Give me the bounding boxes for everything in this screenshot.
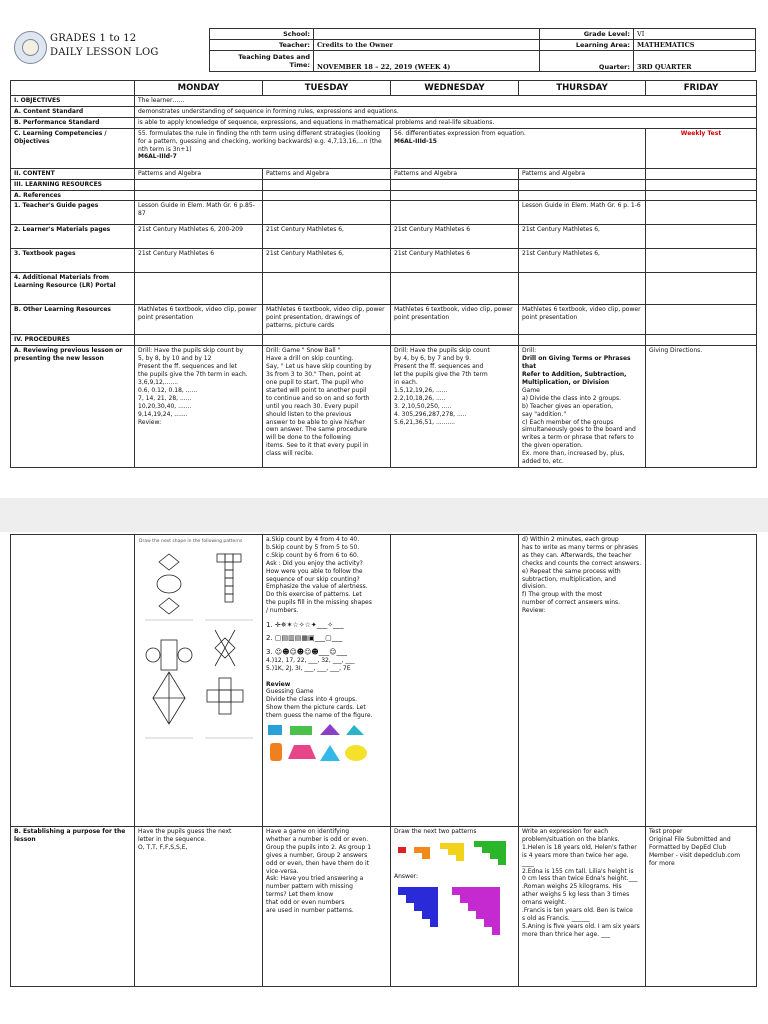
purpose-tue-line: number pattern with missing	[266, 883, 353, 891]
purpose-thu-line: ____	[522, 859, 534, 867]
continued-tue	[263, 535, 391, 827]
content-fri	[646, 168, 757, 179]
purpose-tue-line: Have a game on identifying	[266, 828, 350, 835]
quarter-label: Quarter:	[540, 51, 634, 72]
continued-thu-line: f) The group with the most	[522, 591, 603, 599]
other-resources-thu: Mathletes 6 textbook, video clip, power point presentation	[519, 305, 646, 335]
purpose-thu-line: Write an expression for each	[522, 828, 609, 835]
continued-tue-line: / numbers.	[266, 607, 299, 615]
purpose-tue-line: are used in number patterns.	[266, 907, 354, 915]
day-wednesday: WEDNESDAY	[391, 81, 519, 96]
reviewing-thu-line: Game	[522, 386, 540, 394]
reviewing-mon-line: 3,6,9,12,.......	[138, 378, 179, 386]
school-value	[314, 29, 540, 40]
teacher-label: Teacher:	[210, 40, 314, 51]
resources-label: III. LEARNING RESOURCES	[11, 179, 135, 190]
learners-materials-tue: 21st Century Mathletes 6,	[263, 225, 391, 249]
solid-figures-picture	[266, 723, 370, 765]
reviewing-thu-line: writes a term or phrase that refers to	[522, 434, 634, 442]
purpose-thu-line: 2.Edna is 155 cm tall. Lilia's height is	[522, 867, 634, 875]
empty-cell	[135, 335, 263, 346]
purpose-thu-line: 5.Aning is five years old. I am six years	[522, 922, 640, 930]
purpose-tue-line: vice-versa.	[266, 867, 299, 875]
reviewing-mon-line: Review:	[138, 418, 162, 426]
competencies-wed-text: 56. differentiates expression from equation.	[394, 129, 526, 137]
continued-thu-line: has to write as many terms or phrases	[522, 543, 638, 551]
content-mon: Patterns and Algebra	[135, 168, 263, 179]
continued-tue-line: c.Skip count by 6 from 6 to 60.	[266, 551, 359, 559]
continued-tue-line: a.Skip count by 4 from 4 to 40.	[266, 536, 360, 543]
purpose-thu-line: 0 cm less than twice Edna's height.___	[522, 875, 638, 883]
reviewing-tue-line: class will recite.	[266, 450, 314, 458]
reviewing-thu-line: say "addition."	[522, 410, 567, 418]
corner-cell	[11, 81, 135, 96]
empty-cell	[646, 225, 757, 249]
quarter-value: 3RD QUARTER	[634, 51, 756, 72]
textbook-mon: 21st Century Mathletes 6	[135, 249, 263, 273]
pattern-item-5: 5.)1K, 2J, 3I, ___, ___, ___, 7E	[266, 664, 351, 672]
reviewing-thu-line: c) Each member of the groups	[522, 418, 614, 426]
purpose-fri-line: Original File Submitted and	[649, 835, 731, 843]
textbook-tue: 21st Century Mathletes 6,	[263, 249, 391, 273]
empty-cell	[519, 190, 646, 201]
continued-mon	[135, 535, 263, 827]
purpose-fri-line: Member - visit depedclub.com	[649, 851, 741, 859]
competencies-mon-code: M6AL-IIId-7	[138, 153, 177, 161]
purpose-fri	[646, 827, 757, 987]
learners-materials-thu: 21st Century Mathletes 6,	[519, 225, 646, 249]
reviewing-mon-line: 0.6, 0.12, 0.18, ......	[138, 386, 198, 394]
continued-tue-line: sequence of our skip counting?	[266, 575, 360, 583]
shape-pattern-caption: Draw the next shape in the following patterns	[139, 539, 243, 544]
continued-thu	[519, 535, 646, 827]
other-resources-tue: Mathletes 6 textbook, video clip, power point presentation, drawings of patterns, picture cards	[263, 305, 391, 335]
continued-thu-line: subtraction, multiplication, and	[522, 575, 616, 583]
other-resources-mon: Mathletes 6 textbook, video clip, power point presentation	[135, 305, 263, 335]
empty-cell	[646, 273, 757, 305]
reviewing-tue-line: answer to be able to give his/her	[266, 418, 365, 426]
continued-thu-line: number of correct answers wins.	[522, 599, 621, 607]
lesson-table-page2	[10, 534, 757, 987]
reviewing-mon-line: 10,20,30,40, .......	[138, 402, 192, 410]
pattern-item-3: 3. ☺☻☺☻☺☻___☺___	[266, 647, 347, 656]
reviewing-thu-line: a) Divide the class into 2 groups.	[522, 394, 621, 402]
learners-materials-label: 2. Learner's Materials pages	[11, 225, 135, 249]
empty-cell	[519, 335, 646, 346]
teacher-value: Credits to the Owner	[314, 40, 540, 51]
reviewing-wed-line: 4. 305,296,287,278, .....	[394, 410, 467, 418]
reviewing-thu-line: Refer to Addition, Subtraction,	[522, 371, 627, 379]
continued-tue-line: Emphasize the value of alertness.	[266, 583, 368, 591]
reviewing-thu-line: simultaneously goes to the board and	[522, 426, 636, 434]
weekly-test: Weekly Test	[646, 128, 757, 168]
learner-text: The learner……	[135, 96, 757, 107]
reviewing-wed	[391, 346, 519, 468]
page-gap	[0, 498, 768, 532]
empty-cell	[263, 201, 391, 225]
day-monday: MONDAY	[135, 81, 263, 96]
textbook-label: 3. Textbook pages	[11, 249, 135, 273]
empty-cell	[519, 179, 646, 190]
continued-fri	[646, 535, 757, 827]
reviewing-label: A. Reviewing previous lesson or presenting the new lesson	[11, 346, 135, 468]
purpose-thu-line: .Roman weighs 25 kilograms. His	[522, 883, 622, 891]
reviewing-tue	[263, 346, 391, 468]
additional-materials-label: 4. Additional Materials from Learning Resource (LR) Portal	[11, 273, 135, 305]
continued-label-cell	[11, 535, 135, 827]
reviewing-wed-line: Drill: Have the pupils skip count	[394, 347, 490, 355]
continued-thu-line: checks and counts the correct answers.	[522, 559, 642, 567]
purpose-mon-line: letter in the sequence.	[138, 835, 207, 843]
teachers-guide-mon: Lesson Guide in Elem. Math Gr. 6 p.85-87	[135, 201, 263, 225]
page-2	[0, 532, 768, 1024]
purpose-tue-line: terms? Let them know	[266, 891, 334, 899]
title-dll: DAILY LESSON LOG	[50, 47, 159, 58]
deped-seal-icon	[14, 31, 47, 64]
reviewing-mon-line: 9,14,19,24, .......	[138, 410, 188, 418]
purpose-thu-line: omans weight.	[522, 899, 567, 907]
purpose-label: B. Establishing a purpose for the lesson	[11, 827, 135, 987]
reviewing-mon-line: Present the ff. sequences and let	[138, 363, 237, 371]
empty-cell	[646, 249, 757, 273]
competencies-wed	[391, 128, 646, 168]
reviewing-thu-line: Drill:	[522, 347, 537, 355]
purpose-wed-line-2: Answer:	[394, 872, 419, 880]
grade-value: VI	[634, 29, 756, 40]
reviewing-tue-line: until you reach 30. Every pupil	[266, 402, 359, 410]
purpose-thu	[519, 827, 646, 987]
purpose-thu-line: .Francis is ten years old. Ben is twice	[522, 907, 633, 915]
performance-standard-text: is able to apply knowledge of sequence, expressions, and equations in mathematical problems and real-life situations.	[135, 117, 757, 128]
reviewing-tue-line: one pupil to start. The pupil who	[266, 378, 364, 386]
empty-cell	[646, 305, 757, 335]
purpose-wed-line-1: Draw the next two patterns	[394, 828, 477, 835]
empty-cell	[646, 335, 757, 346]
reviewing-thu	[519, 346, 646, 468]
purpose-tue-line: Ask: Have you tried answering a	[266, 875, 364, 883]
continued-thu-line: Review:	[522, 607, 546, 615]
reviewing-wed-line: by 4, by 6, by 7 and by 9.	[394, 355, 471, 363]
continued-tue-review-line: Show them the picture cards. Let	[266, 704, 366, 712]
learners-materials-mon: 21st Century Mathletes 6, 200-209	[135, 225, 263, 249]
title-grades: GRADES 1 to 12	[50, 33, 137, 44]
reviewing-wed-line: 1.5,12,19,26, ......	[394, 386, 448, 394]
review-heading: Review	[266, 680, 291, 688]
empty-cell	[263, 190, 391, 201]
reviewing-tue-line: items. See to it that every pupil in	[266, 442, 369, 450]
content-standard-text: demonstrates understanding of sequence in forming rules, expressions and equations.	[135, 106, 757, 117]
reviewing-tue-line: Say, " Let us have skip counting by	[266, 363, 372, 371]
reviewing-tue-line: Have a drill on skip counting.	[266, 355, 354, 363]
continued-tue-line: the pupils fill in the missing shapes	[266, 599, 372, 607]
purpose-mon-line: O, T,T, F,F,S,S,E,	[138, 843, 188, 851]
purpose-wed	[391, 827, 519, 987]
content-standard-label: A. Content Standard	[11, 106, 135, 117]
empty-cell	[646, 179, 757, 190]
empty-cell	[135, 190, 263, 201]
continued-tue-review-line: Divide the class into 4 groups.	[266, 696, 358, 704]
pattern-item-2: 2. ▢▤▥▤▦▣___▢___	[266, 634, 343, 643]
competencies-mon	[135, 128, 391, 168]
reviewing-mon-line: the pupils give the 7th term in each.	[138, 371, 248, 379]
reviewing-wed-line: 3. 2,10,50,250, .....	[394, 402, 452, 410]
area-value: MATHEMATICS	[634, 40, 756, 51]
content-label: II. CONTENT	[11, 168, 135, 179]
reviewing-thu-line: Drill on Giving Terms or Phrases that	[522, 355, 631, 371]
purpose-mon-line: Have the pupils guess the next	[138, 828, 232, 835]
reviewing-wed-line: let the pupils give the 7th term	[394, 371, 488, 379]
textbook-wed: 21st Century Mathletes 6	[391, 249, 519, 273]
empty-cell	[646, 190, 757, 201]
purpose-thu-line: ather weighs 5 kg less than 3 times	[522, 891, 630, 899]
purpose-thu-line: s old as Francis. ______	[522, 914, 590, 922]
purpose-fri-line: for more	[649, 859, 675, 867]
purpose-tue-line: odd or even, then have them do it	[266, 859, 369, 867]
continued-thu-line: division.	[522, 583, 547, 591]
dates-value: NOVEMBER 18 – 22, 2019 (WEEK 4)	[314, 51, 540, 72]
reviewing-tue-line: should listen to the previous	[266, 410, 352, 418]
empty-cell	[391, 179, 519, 190]
empty-cell	[135, 179, 263, 190]
header-table	[209, 28, 756, 72]
purpose-tue	[263, 827, 391, 987]
school-label: School:	[210, 29, 314, 40]
pattern-item-1: 1. ✛✵✶☆✧☆✦___✧___	[266, 621, 344, 630]
day-tuesday: TUESDAY	[263, 81, 391, 96]
empty-cell	[391, 335, 519, 346]
other-resources-label: B. Other Learning Resources	[11, 305, 135, 335]
day-thursday: THURSDAY	[519, 81, 646, 96]
empty-cell	[391, 190, 519, 201]
teachers-guide-thu: Lesson Guide in Elem. Math Gr. 6 p. 1-6	[519, 201, 646, 225]
continued-tue-review-line: them guess the name of the figure.	[266, 712, 373, 720]
purpose-fri-line: Test proper	[649, 828, 683, 835]
lesson-table-page1	[10, 80, 757, 468]
purpose-thu-line: is 4 years more than twice her age.	[522, 851, 629, 859]
reviewing-mon	[135, 346, 263, 468]
purpose-tue-line: that odd or even numbers	[266, 899, 345, 907]
purpose-tue-line: gives a number, Group 2 answers	[266, 851, 368, 859]
purpose-tue-line: whether a number is odd or even.	[266, 835, 369, 843]
reviewing-wed-line: in each.	[394, 378, 418, 386]
reviewing-wed-line: Present the ff. sequences and	[394, 363, 484, 371]
continued-tue-line: How were you able to follow the	[266, 567, 363, 575]
continued-tue-review-line: Guessing Game	[266, 688, 314, 696]
pattern-item-4: 4.)12, 17, 22, ___, 32, ___, ___	[266, 656, 355, 664]
reviewing-tue-line: 3s from 3 to 30." Then, point at	[266, 371, 361, 379]
empty-cell	[391, 273, 519, 305]
content-tue: Patterns and Algebra	[263, 168, 391, 179]
reviewing-thu-line: b) Teacher gives an operation,	[522, 402, 614, 410]
competencies-label: C. Learning Competencies / Objectives	[11, 128, 135, 168]
purpose-thu-line: 1.Helen is 18 years old, Helen's father	[522, 843, 637, 851]
competencies-wed-code: M6AL-IIId-15	[394, 137, 437, 145]
purpose-tue-line: Group the pupils into 2. As group 1	[266, 843, 372, 851]
staircase-answer-figure	[394, 883, 512, 945]
staircase-pattern-figure	[394, 839, 512, 871]
empty-cell	[263, 335, 391, 346]
dates-label-2: Time:	[289, 61, 310, 69]
empty-cell	[646, 201, 757, 225]
references-label: A. References	[11, 190, 135, 201]
page-1	[0, 0, 768, 498]
continued-tue-line: b.Skip count by 5 from 5 to 50.	[266, 543, 360, 551]
empty-cell	[135, 273, 263, 305]
purpose-mon	[135, 827, 263, 987]
empty-cell	[263, 179, 391, 190]
reviewing-thu-line: Multiplication, or Division	[522, 378, 610, 386]
dates-label-1: Teaching Dates and	[238, 53, 310, 61]
reviewing-tue-line: to continue and so on and so forth	[266, 394, 370, 402]
reviewing-tue-line: started will point to another pupil	[266, 386, 367, 394]
purpose-thu-line: more than thrice her age. ___	[522, 930, 611, 938]
day-friday: FRIDAY	[646, 81, 757, 96]
reviewing-tue-line: Drill: Game " Snow Ball "	[266, 347, 341, 355]
objectives-label: I. OBJECTIVES	[11, 96, 135, 107]
performance-standard-label: B. Performance Standard	[11, 117, 135, 128]
shape-pattern-figures	[139, 548, 257, 798]
textbook-thu: 21st Century Mathletes 6,	[519, 249, 646, 273]
reviewing-mon-line: Drill: Have the pupils skip count by	[138, 347, 244, 355]
reviewing-thu-line: the given operation.	[522, 442, 583, 450]
procedures-label: IV. PROCEDURES	[11, 335, 135, 346]
continued-tue-line: Ask : Did you enjoy the activity?	[266, 559, 363, 567]
area-label: Learning Area:	[540, 40, 634, 51]
reviewing-mon-line: 5, by 8, by 10 and by 12	[138, 355, 212, 363]
learners-materials-wed: 21st Century Mathletes 6	[391, 225, 519, 249]
continued-thu-line: e) Repeat the same process with	[522, 567, 621, 575]
purpose-fri-line: Formatted by DepEd Club	[649, 843, 727, 851]
other-resources-wed: Mathletes 6 textbook, video clip, power point presentation	[391, 305, 519, 335]
purpose-thu-line: problem/situation on the blanks.	[522, 835, 620, 843]
content-thu: Patterns and Algebra	[519, 168, 646, 179]
reviewing-thu-line: Ex. more than, increased by, plus,	[522, 450, 625, 458]
teachers-guide-label: 1. Teacher's Guide pages	[11, 201, 135, 225]
continued-wed	[391, 535, 519, 827]
reviewing-thu-line: added to, etc.	[522, 458, 564, 466]
content-wed: Patterns and Algebra	[391, 168, 519, 179]
empty-cell	[391, 201, 519, 225]
reviewing-mon-line: 7, 14, 21, 28, ......	[138, 394, 192, 402]
continued-tue-line: Do this exercise of patterns. Let	[266, 591, 362, 599]
continued-thu-line: as they can. Afterwards, the teacher	[522, 551, 632, 559]
reviewing-tue-line: own answer. The same procedure	[266, 426, 367, 434]
empty-cell	[519, 273, 646, 305]
empty-cell	[263, 273, 391, 305]
reviewing-tue-line: will be done to the following	[266, 434, 351, 442]
competencies-mon-text: 55. formulates the rule in finding the nth term using different strategies (looking for a pattern, guessing and checking, working backwards) e.g. 4,7,13,16,...n (the nth term is 3n+1)	[138, 129, 382, 153]
reviewing-wed-line: 2.2,10,18,26, .....	[394, 394, 446, 402]
reviewing-fri: Giving Directions.	[646, 346, 757, 468]
reviewing-wed-line: 5.6,21,36,51, ..........	[394, 418, 456, 426]
dates-label	[210, 51, 314, 72]
grade-label: Grade Level:	[540, 29, 634, 40]
continued-thu-line: d) Within 2 minutes, each group	[522, 536, 619, 543]
